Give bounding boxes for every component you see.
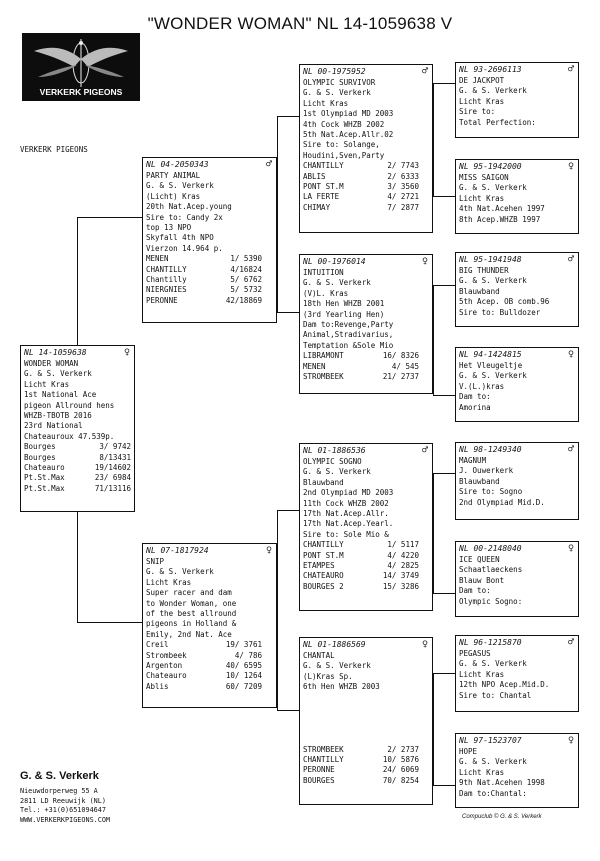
breeder: G. & S. Verkerk [303, 278, 371, 288]
breeder: J. Ouwerkerk [459, 466, 514, 476]
color: (Licht) Kras [146, 191, 201, 201]
color: (V)L. Kras [303, 288, 349, 298]
website-link[interactable]: WWW.VERKERKPIGEONS.COM [20, 815, 111, 824]
race-result: CHANTILLY 10/ 5876 [303, 755, 419, 765]
race-result: Bourges 3/ 9742 [24, 442, 131, 452]
info-line: 4th Cock WHZB 2002 [303, 119, 385, 129]
connector-line [277, 510, 299, 511]
ring-number: NL 07-1817924 [146, 546, 209, 555]
race-result: CHIMAY 7/ 2877 [303, 202, 419, 212]
info-line: 2nd Olympiad Mid.D. [459, 497, 545, 507]
info-line: Chateauroux 47.539p. [24, 431, 115, 441]
info-line: Emily, 2nd Nat. Ace [146, 629, 232, 639]
pigeon-name: PEGASUS [459, 649, 491, 658]
pigeon-card-gen4 [455, 442, 579, 520]
ring-number: NL 98-1249340 [459, 445, 522, 454]
breeder: Schaatlaeckens [459, 565, 523, 575]
pigeon-card-sire [142, 157, 277, 323]
ring-number: NL 00-2148040 [459, 544, 522, 553]
color: V.(L.)kras [459, 381, 505, 391]
info-line: 12th NPO Acep.Mid.D. [459, 680, 550, 690]
female-symbol-icon: ♀ [567, 161, 574, 172]
ring-number: NL 95-1942000 [459, 162, 522, 171]
male-symbol-icon: ♂ [567, 637, 574, 648]
pigeon-name: BIG THUNDER [459, 266, 509, 275]
pigeon-name: OLYMPIC SOGNO [303, 457, 362, 466]
male-symbol-icon: ♂ [265, 159, 272, 170]
info-line: Houdini,Sven,Party [303, 150, 385, 160]
pigeon-card-grandsire-maternal [299, 443, 433, 611]
info-line: 1st National Ace [24, 390, 97, 400]
info-line: Olympic Sogno: [459, 596, 523, 606]
color: Licht Kras [459, 767, 505, 777]
ring-number: NL 01-1886536 [303, 446, 366, 455]
pigeon-card-gen4 [455, 159, 579, 234]
connector-line [433, 673, 434, 785]
color: Blauw Bont [459, 575, 505, 585]
info-line: 17th Nat.Acep.Yearl. [303, 519, 394, 529]
info-line: 23rd National [24, 421, 83, 431]
info-line: Sire to: Candy 2x [146, 212, 223, 222]
connector-line [433, 395, 455, 396]
connector-line [433, 673, 455, 674]
pigeon-name: WONDER WOMAN [24, 359, 79, 368]
ring-number: NL 00-1976014 [303, 257, 366, 266]
color: Licht Kras [24, 379, 70, 389]
info-line: 2nd Olympiad MD 2003 [303, 488, 394, 498]
race-result: NIERGNIES 5/ 5732 [146, 285, 262, 295]
phone-line: Tel.: +31(0)651094647 [20, 806, 106, 815]
race-result: MENEN 4/ 545 [303, 361, 419, 371]
breeder: G. & S. Verkerk [459, 757, 527, 767]
race-result: Bourges 8/13431 [24, 452, 131, 462]
info-line: 11th Cock WHZB 2002 [303, 498, 389, 508]
breeder: G. & S. Verkerk [303, 88, 371, 98]
race-result: Chateauro 19/14602 [24, 463, 131, 473]
pigeon-card-gen4 [455, 62, 579, 138]
info-line: Sire to: Solange, [303, 140, 380, 150]
female-symbol-icon: ♀ [567, 349, 574, 360]
pigeon-name: SNIP [146, 557, 165, 566]
connector-line [433, 785, 455, 786]
breeder: G. & S. Verkerk [303, 467, 371, 477]
female-symbol-icon: ♀ [567, 543, 574, 554]
connector-line [277, 116, 278, 312]
race-result: PONT ST.M 3/ 3560 [303, 182, 419, 192]
info-line: Dam to:Revenge,Party [303, 320, 394, 330]
pigeon-card-subject [20, 345, 135, 512]
color: Licht Kras [146, 577, 192, 587]
connector-line [433, 196, 455, 197]
info-line: top 13 NPO [146, 223, 192, 233]
ring-number: NL 00-1975952 [303, 67, 366, 76]
ring-number: NL 95-1941948 [459, 255, 522, 264]
info-line: 5th Acep. OB comb.96 [459, 297, 550, 307]
race-result: LIBRAMONT 16/ 8326 [303, 351, 419, 361]
connector-line [77, 217, 78, 345]
connector-line [433, 83, 434, 196]
male-symbol-icon: ♂ [567, 64, 574, 75]
race-result: PERONNE 42/18869 [146, 295, 262, 305]
pigeon-card-grandsire-paternal [299, 64, 433, 233]
info-line: Amorina [459, 402, 491, 412]
info-line: Dam to:Chantal: [459, 788, 527, 798]
race-result: Chateauro 10/ 1264 [146, 671, 262, 681]
pigeon-card-gen4 [455, 635, 579, 712]
info-line: Sire to: [459, 107, 496, 117]
connector-line [433, 473, 455, 474]
info-line: 5th Nat.Acep.Allr.02 [303, 130, 394, 140]
info-line: Sire to: Chantal [459, 690, 532, 700]
male-symbol-icon: ♂ [421, 445, 428, 456]
connector-line [77, 512, 78, 622]
verkerk-pigeons-logo [22, 33, 140, 101]
connector-line [433, 593, 455, 594]
info-line: 20th Nat.Acep.young [146, 202, 232, 212]
pigeon-card-dam [142, 543, 277, 708]
pigeon-name: CHANTAL [303, 651, 335, 660]
software-credit: Compuclub © G. & S. Verkerk [462, 814, 542, 820]
pigeon-details [24, 359, 131, 442]
race-result: CHANTILLY 2/ 7743 [303, 161, 419, 171]
pigeon-name: DE JACKPOT [459, 76, 505, 85]
race-result: STROMBEEK 21/ 2737 [303, 372, 419, 382]
breeder-address [20, 787, 110, 825]
connector-line [77, 622, 142, 623]
breeder: G. & S. Verkerk [459, 276, 527, 286]
ring-number: NL 01-1886569 [303, 640, 366, 649]
info-line: of the best allround [146, 609, 237, 619]
race-result: BOURGES 70/ 8254 [303, 775, 419, 785]
info-line: Vierzon 14.964 p. [146, 243, 223, 253]
pigeon-name: PARTY ANIMAL [146, 171, 201, 180]
color: (L)Kras Sp. [303, 671, 353, 681]
pigeon-card-granddam-paternal [299, 254, 433, 394]
race-result: Chantilly 5/ 6762 [146, 275, 262, 285]
breeder: G. & S. Verkerk [459, 183, 527, 193]
race-result: ABLIS 2/ 6333 [303, 171, 419, 181]
color: Licht Kras [459, 96, 505, 106]
info-line: Temptation &Sole Mio [303, 340, 394, 350]
race-result: ETAMPES 4/ 2825 [303, 561, 419, 571]
male-symbol-icon: ♂ [421, 66, 428, 77]
race-result: Pt.St.Max 23/ 6984 [24, 473, 131, 483]
info-line: to Wonder Woman, one [146, 598, 237, 608]
female-symbol-icon: ♀ [421, 639, 428, 650]
info-line: Sire to: Bulldozer [459, 307, 541, 317]
pedigree-title: "WONDER WOMAN" NL 14-1059638 V [147, 14, 453, 33]
address-line: 2811 LD Reeuwijk (NL) [20, 796, 106, 805]
breeder-name: G. & S. Verkerk [20, 770, 99, 782]
race-result: STROMBEEK 2/ 2737 [303, 744, 419, 754]
race-result: BOURGES 2 15/ 3286 [303, 581, 419, 591]
breeder: G. & S. Verkerk [303, 661, 371, 671]
info-line: 4th Nat.Acehen 1997 [459, 204, 545, 214]
race-result: Creil 19/ 3761 [146, 640, 262, 650]
color: Blauwband [303, 477, 344, 487]
connector-line [277, 510, 278, 710]
breeder: G. & S. Verkerk [146, 567, 214, 577]
male-symbol-icon: ♂ [567, 444, 574, 455]
race-result: PERONNE 24/ 6069 [303, 765, 419, 775]
connector-line [77, 217, 142, 218]
logo-text: VERKERK PIGEONS [39, 87, 123, 97]
color: Blauwband [459, 476, 500, 486]
breeder: G. & S. Verkerk [24, 369, 92, 379]
race-result: CHANTILLY 4/16824 [146, 264, 262, 274]
info-line: Sire to: Sogno [459, 487, 523, 497]
race-result: CHATEAURO 14/ 3749 [303, 571, 419, 581]
breeder: G. & S. Verkerk [146, 181, 214, 191]
race-result: PONT ST.M 4/ 4220 [303, 550, 419, 560]
race-result: Strombeek 4/ 786 [146, 650, 262, 660]
info-line: 8th Acep.WHZB 1997 [459, 214, 541, 224]
race-result: Pt.St.Max 71/13116 [24, 483, 131, 493]
info-line: Sire to: Sole Mio & [303, 529, 389, 539]
pigeon-name: INTUITION [303, 268, 344, 277]
connector-line [277, 116, 299, 117]
color: Licht Kras [303, 98, 349, 108]
race-result: LA FERTE 4/ 2721 [303, 192, 419, 202]
race-result: Ablis 60/ 7209 [146, 681, 262, 691]
info-line: Animal,Stradivarius, [303, 330, 394, 340]
color: Licht Kras [459, 669, 505, 679]
address-line: Nieuwdorperweg 55 A [20, 787, 98, 795]
ring-number: NL 04-2050343 [146, 160, 209, 169]
race-result: MENEN 1/ 5390 [146, 254, 262, 264]
connector-line [433, 285, 455, 286]
male-symbol-icon: ♂ [567, 254, 574, 265]
info-line: pigeons in Holland & [146, 619, 237, 629]
female-symbol-icon: ♀ [123, 347, 130, 358]
breeder: G. & S. Verkerk [459, 659, 527, 669]
info-line: Skyfall 4th NPO [146, 233, 214, 243]
connector-line [433, 285, 434, 395]
pigeon-name: ICE QUEEN [459, 555, 500, 564]
female-symbol-icon: ♀ [421, 256, 428, 267]
ring-number: NL 94-1424815 [459, 350, 522, 359]
connector-line [277, 710, 299, 711]
pigeon-card-gen4 [455, 347, 579, 422]
race-result: Argenton 40/ 6595 [146, 661, 262, 671]
pigeon-name: MAGNUM [459, 456, 487, 465]
ring-number: NL 96-1215870 [459, 638, 522, 647]
info-line: Total Perfection: [459, 117, 536, 127]
info-line: Super racer and dam [146, 588, 232, 598]
info-line: 1st Olympiad MD 2003 [303, 109, 394, 119]
race-result: CHANTILLY 1/ 5117 [303, 540, 419, 550]
info-line: pigeon Allround hens [24, 400, 115, 410]
breeder: G. & S. Verkerk [459, 86, 527, 96]
pigeon-card-gen4 [455, 252, 579, 327]
pigeon-name: HOPE [459, 747, 478, 756]
info-line: (3rd Yearling Hen) [303, 309, 385, 319]
pigeon-name: OLYMPIC SURVIVOR [303, 78, 376, 87]
pigeon-card-gen4 [455, 733, 579, 808]
connector-line [277, 312, 299, 313]
ring-number: NL 14-1059638 [24, 348, 87, 357]
pigeon-name: Het Vleugeltje [459, 361, 523, 370]
female-symbol-icon: ♀ [567, 735, 574, 746]
ring-number: NL 97-1523707 [459, 736, 522, 745]
info-line: Dam to: [459, 586, 491, 596]
pigeon-card-gen4 [455, 541, 579, 617]
connector-line [433, 83, 455, 84]
pigeon-card-granddam-maternal [299, 637, 433, 805]
side-label: VERKERK PIGEONS [20, 145, 88, 154]
connector-line [433, 473, 434, 593]
ring-number: NL 93-2696113 [459, 65, 522, 74]
color: Licht Kras [459, 193, 505, 203]
info-line: 17th Nat.Acep.Allr. [303, 509, 389, 519]
info-line: WHZB-TBOTB 2016 [24, 411, 92, 421]
breeder: G. & S. Verkerk [459, 371, 527, 381]
color: Blauwband [459, 286, 500, 296]
pigeon-name: MISS SAIGON [459, 173, 509, 182]
info-line: Dam to: [459, 392, 491, 402]
info-line: 9th Nat.Acehen 1998 [459, 778, 545, 788]
female-symbol-icon: ♀ [265, 545, 272, 556]
info-line: 18th Hen WHZB 2001 [303, 299, 385, 309]
info-line: 6th Hen WHZB 2003 [303, 682, 380, 692]
